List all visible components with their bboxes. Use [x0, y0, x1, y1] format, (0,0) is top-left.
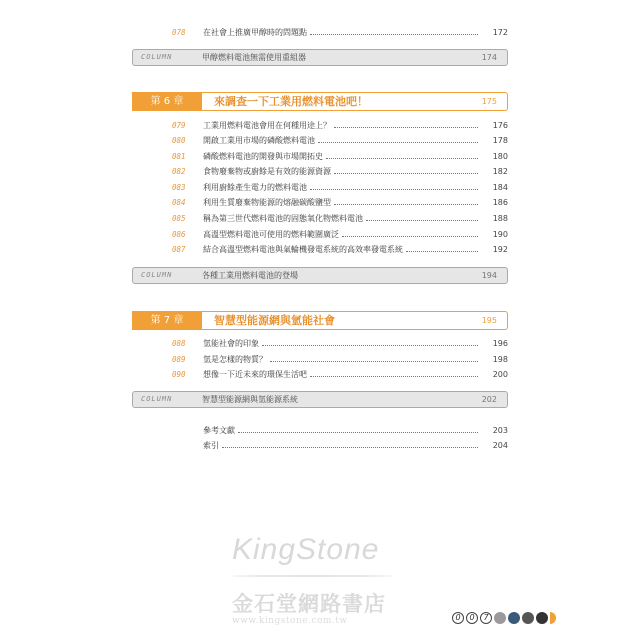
entry-title: 食物廢棄物或廚餘是有效的能源資源 — [203, 167, 331, 176]
chapter-page: 175 — [481, 97, 497, 106]
column-label: COLUMN — [141, 395, 173, 403]
entry-title: 索引 — [203, 441, 219, 450]
chapter-title: 智慧型能源網與氫能社會 — [214, 314, 335, 327]
column-label: COLUMN — [141, 53, 173, 61]
toc-entry[interactable] — [172, 243, 508, 257]
toc-entry[interactable] — [172, 337, 508, 351]
page-digit: 7 — [480, 612, 492, 624]
toc-entry[interactable] — [172, 196, 508, 210]
column-entry[interactable] — [132, 391, 508, 408]
entry-page: 198 — [492, 355, 508, 364]
entry-title: 稱為第三世代燃料電池的固態氧化物燃料電池 — [203, 214, 363, 223]
watermark-chinese: 金石堂網路書店 — [232, 591, 386, 616]
entry-title: 結合高溫型燃料電池與氣輪機發電系統的高效率發電系統 — [203, 245, 403, 254]
toc-entry[interactable] — [172, 353, 508, 367]
column-label: COLUMN — [141, 271, 173, 279]
column-entry[interactable] — [132, 49, 508, 66]
page-digit: 0 — [466, 612, 478, 624]
entry-page: 192 — [492, 245, 508, 254]
toc-entry[interactable] — [172, 181, 508, 195]
dot-leader — [334, 204, 478, 205]
dot-leader — [334, 127, 478, 128]
dot-leader — [310, 34, 478, 35]
entry-number: 080 — [172, 136, 186, 145]
dot-leader — [310, 376, 478, 377]
dot-leader — [366, 220, 478, 221]
entry-number: 090 — [172, 370, 186, 379]
entry-page: 203 — [492, 426, 508, 435]
decor-dot — [550, 612, 556, 624]
entry-page: 184 — [492, 183, 508, 192]
page-number — [452, 611, 558, 624]
toc-entry[interactable] — [172, 150, 508, 164]
column-page: 202 — [481, 395, 497, 404]
entry-number: 088 — [172, 339, 186, 348]
entry-number: 079 — [172, 121, 186, 130]
entry-title: 利用生質廢棄物能源的熔融碳酸鹽型 — [203, 198, 331, 207]
toc-entry[interactable] — [172, 212, 508, 226]
entry-title: 磷酸燃料電池的開發與市場開拓史 — [203, 152, 323, 161]
entry-title: 參考文獻 — [203, 426, 235, 435]
dot-leader — [334, 173, 478, 174]
dot-leader — [238, 432, 478, 433]
dot-leader — [222, 447, 478, 448]
entry-page: 178 — [492, 136, 508, 145]
chapter-heading[interactable] — [132, 92, 508, 111]
column-title: 各種工業用燃料電池的登場 — [202, 271, 298, 280]
entry-title: 高溫型燃料電池可使用的燃料範圍廣泛 — [203, 230, 339, 239]
page-digit: 0 — [452, 612, 464, 624]
watermark-brand: KingStone — [232, 533, 380, 566]
toc-entry[interactable] — [172, 26, 508, 40]
column-page: 194 — [481, 271, 497, 280]
toc-entry[interactable] — [172, 228, 508, 242]
column-entry[interactable] — [132, 267, 508, 284]
dot-leader — [318, 142, 478, 143]
column-title: 智慧型能源網與氫能源系統 — [202, 395, 298, 404]
entry-title: 利用廚餘產生電力的燃料電池 — [203, 183, 307, 192]
entry-page: 200 — [492, 370, 508, 379]
column-page: 174 — [481, 53, 497, 62]
entry-number: 086 — [172, 230, 186, 239]
entry-page: 186 — [492, 198, 508, 207]
entry-page: 182 — [492, 167, 508, 176]
decor-dot — [536, 612, 548, 624]
chapter-heading[interactable] — [132, 311, 508, 330]
column-title: 甲醇燃料電池無需使用重組器 — [202, 53, 306, 62]
toc-entry[interactable] — [172, 119, 508, 133]
chapter-page: 195 — [481, 316, 497, 325]
toc-entry[interactable] — [172, 165, 508, 179]
decor-dot — [522, 612, 534, 624]
entry-page: 204 — [492, 441, 508, 450]
entry-number: 082 — [172, 167, 186, 176]
watermark-swoosh — [232, 575, 394, 577]
dot-leader — [326, 158, 478, 159]
entry-number: 089 — [172, 355, 186, 364]
entry-page: 180 — [492, 152, 508, 161]
entry-number: 084 — [172, 198, 186, 207]
entry-page: 172 — [492, 28, 508, 37]
back-matter-entry[interactable] — [172, 439, 508, 453]
entry-number: 087 — [172, 245, 186, 254]
entry-title: 在社會上推廣甲醇時的問題點 — [203, 28, 307, 37]
watermark-url: www.kingstone.com.tw — [232, 616, 348, 626]
entry-page: 176 — [492, 121, 508, 130]
decor-dot — [494, 612, 506, 624]
entry-title: 想像一下近未來的環保生活吧 — [203, 370, 307, 379]
entry-page: 196 — [492, 339, 508, 348]
dot-leader — [262, 345, 478, 346]
chapter-badge: 第 6 章 — [132, 92, 202, 111]
entry-number: 085 — [172, 214, 186, 223]
chapter-badge: 第 7 章 — [132, 311, 202, 330]
entry-number: 081 — [172, 152, 186, 161]
dot-leader — [406, 251, 478, 252]
entry-number: 078 — [172, 28, 186, 37]
decor-dot — [508, 612, 520, 624]
entry-title: 工業用燃料電池會用在何種用途上？ — [203, 121, 331, 130]
dot-leader — [310, 189, 478, 190]
toc-entry[interactable] — [172, 134, 508, 148]
entry-title: 開啟工業用市場的磷酸燃料電池 — [203, 136, 315, 145]
dot-leader — [342, 236, 478, 237]
chapter-title: 來調查一下工業用燃料電池吧！ — [214, 95, 368, 108]
toc-entry[interactable] — [172, 368, 508, 382]
entry-page: 188 — [492, 214, 508, 223]
dot-leader — [270, 361, 478, 362]
entry-number: 083 — [172, 183, 186, 192]
entry-title: 氫是怎樣的物質？ — [203, 355, 267, 364]
entry-page: 190 — [492, 230, 508, 239]
entry-title: 氫能社會的印象 — [203, 339, 259, 348]
back-matter-entry[interactable] — [172, 424, 508, 438]
